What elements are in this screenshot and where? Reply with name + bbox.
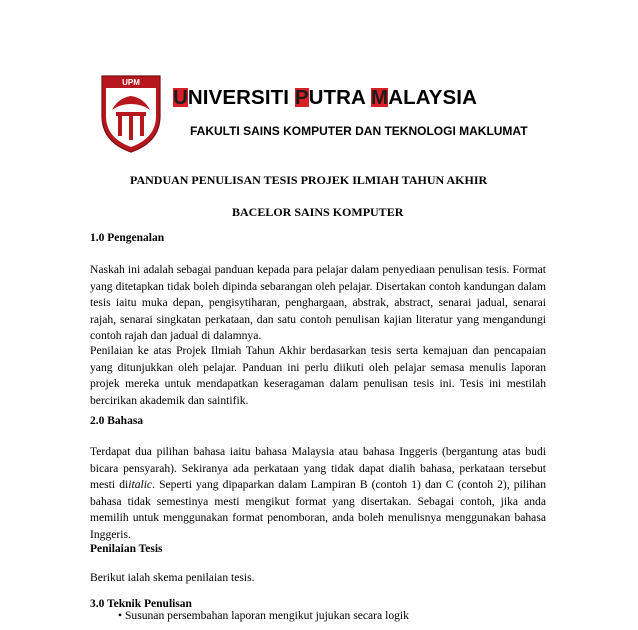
document-subtitle: BACELOR SAINS KOMPUTER — [232, 205, 404, 219]
paragraph-pengenalan-1 — [90, 262, 546, 345]
bullet-item: • Susunan persembahan laporan mengikut jujukan secara logik — [118, 609, 409, 622]
faculty-name: FAKULTI SAINS KOMPUTER DAN TEKNOLOGI MAKLUMAT — [190, 124, 528, 138]
paragraph-text — [90, 444, 546, 543]
logo-text: UPM — [122, 78, 140, 87]
university-initial-p: P — [294, 86, 309, 109]
paragraph-text: Penilaian ke atas Projek Ilmiah Tahun Akhir berdasarkan tesis serta kemajuan dan pencapaian yang ditunjukkan oleh pelajar. Panduan ini perlu diikuti oleh pelajar semasa menulis laporan projek mereka untuk mendapatkan keseragaman dalam penulisan tesis ini. Tesis ini mestilah bercirikan akademik dan saintifik. — [90, 344, 546, 407]
university-part-3: ALAYSIA — [388, 86, 477, 109]
section-heading-pengenalan: 1.0 Pengenalan — [90, 232, 165, 244]
section-heading-bahasa: 2.0 Bahasa — [90, 415, 144, 427]
paragraph-text: Berikut ialah skema penilaian tesis. — [90, 571, 255, 584]
section-heading-teknik-penulisan: 3.0 Teknik Penulisan — [90, 598, 192, 610]
text-run: Terdapat dua pilihan bahasa iaitu bahasa Malaysia atau bahasa Inggeris (bergantung atas budi bicara pensyarah). Sekiranya ada perkataan yang tidak dapat dialih bahasa, perkataan tersebut mesti di — [90, 445, 546, 491]
university-name — [173, 86, 477, 110]
text-run: . Seperti yang dipaparkan dalam Lampiran B (contoh 1) dan C (contoh 2), pilihan bahasa tidak semestinya mesti mengikut format yang disertakan. Sebagai contoh, jika anda memilih untuk menggunakan format penomboran, anda boleh menulisnya menggunakan bahasa Inggeris. — [90, 478, 546, 541]
italic-word: italic — [128, 478, 153, 491]
university-initial-u: U — [173, 86, 188, 109]
paragraph-text: Naskah ini adalah sebagai panduan kepada para pelajar dalam penyediaan penulisan tesis. Format yang ditetapkan tidak boleh dipinda sebarangan oleh pelajar. Disertakan contoh kandungan dalam tesis iaitu muka depan, pengisytiharan, penghargaan, abstrak, abstract, senarai jadual, senarai rajah, senarai singkatan perkataan, dan satu contoh penulisan kajian literatur yang mengandungi contoh rajah dan jadual di dalamnya. — [90, 263, 546, 342]
section-heading-penilaian: Penilaian Tesis — [90, 543, 163, 555]
paragraph-pengenalan-2 — [90, 343, 546, 409]
paragraph-penilaian — [90, 570, 546, 587]
document-title: PANDUAN PENULISAN TESIS PROJEK ILMIAH TAHUN AKHIR — [130, 173, 488, 187]
university-part-2: UTRA — [308, 86, 371, 109]
university-initial-m: M — [371, 86, 389, 109]
university-part-1: NIVERSITI — [187, 86, 295, 109]
upm-logo — [98, 72, 164, 154]
paragraph-bahasa — [90, 444, 546, 543]
